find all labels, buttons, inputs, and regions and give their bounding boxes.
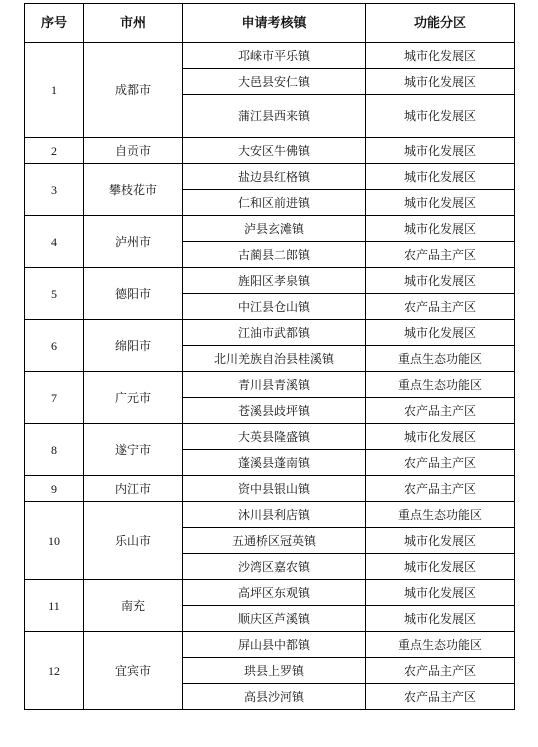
- function-zone-cell: 农产品主产区: [366, 398, 515, 424]
- town-cell: 高坪区东观镇: [183, 580, 366, 606]
- serial-number-cell: 8: [25, 424, 84, 476]
- town-cell: 资中县银山镇: [183, 476, 366, 502]
- town-cell: 中江县仓山镇: [183, 294, 366, 320]
- town-assessment-table: [24, 3, 515, 710]
- function-zone-cell: 农产品主产区: [366, 242, 515, 268]
- city-cell: 德阳市: [84, 268, 183, 320]
- table-row: [25, 164, 515, 190]
- town-cell: 北川羌族自治县桂溪镇: [183, 346, 366, 372]
- function-zone-cell: 重点生态功能区: [366, 372, 515, 398]
- table-row: [25, 580, 515, 606]
- function-zone-cell: 重点生态功能区: [366, 632, 515, 658]
- serial-number-cell: 12: [25, 632, 84, 710]
- serial-number-cell: 6: [25, 320, 84, 372]
- serial-number-cell: 11: [25, 580, 84, 632]
- header-serial-number: 序号: [25, 4, 84, 43]
- town-cell: 沐川县利店镇: [183, 502, 366, 528]
- function-zone-cell: 城市化发展区: [366, 138, 515, 164]
- town-cell: 古蔺县二郎镇: [183, 242, 366, 268]
- function-zone-cell: 农产品主产区: [366, 450, 515, 476]
- header-city: 市州: [84, 4, 183, 43]
- table-row: [25, 372, 515, 398]
- serial-number-cell: 9: [25, 476, 84, 502]
- town-cell: 大英县隆盛镇: [183, 424, 366, 450]
- town-cell: 盐边县红格镇: [183, 164, 366, 190]
- function-zone-cell: 城市化发展区: [366, 164, 515, 190]
- city-cell: 攀枝花市: [84, 164, 183, 216]
- table-row: [25, 268, 515, 294]
- function-zone-cell: 城市化发展区: [366, 69, 515, 95]
- city-cell: 泸州市: [84, 216, 183, 268]
- function-zone-cell: 城市化发展区: [366, 424, 515, 450]
- table-header-row: [25, 4, 515, 43]
- function-zone-cell: 农产品主产区: [366, 684, 515, 710]
- city-cell: 内江市: [84, 476, 183, 502]
- town-cell: 顺庆区芦溪镇: [183, 606, 366, 632]
- table-row: [25, 632, 515, 658]
- function-zone-cell: 城市化发展区: [366, 268, 515, 294]
- table-row: [25, 502, 515, 528]
- table-row: [25, 476, 515, 502]
- town-cell: 泸县玄滩镇: [183, 216, 366, 242]
- serial-number-cell: 1: [25, 43, 84, 138]
- city-cell: 成都市: [84, 43, 183, 138]
- function-zone-cell: 城市化发展区: [366, 606, 515, 632]
- town-cell: 大安区牛佛镇: [183, 138, 366, 164]
- town-cell: 苍溪县歧坪镇: [183, 398, 366, 424]
- function-zone-cell: 城市化发展区: [366, 580, 515, 606]
- town-cell: 蓬溪县蓬南镇: [183, 450, 366, 476]
- city-cell: 绵阳市: [84, 320, 183, 372]
- function-zone-cell: 城市化发展区: [366, 216, 515, 242]
- serial-number-cell: 3: [25, 164, 84, 216]
- function-zone-cell: 农产品主产区: [366, 294, 515, 320]
- table-body: [25, 43, 515, 710]
- city-cell: 自贡市: [84, 138, 183, 164]
- city-cell: 广元市: [84, 372, 183, 424]
- function-zone-cell: 城市化发展区: [366, 554, 515, 580]
- function-zone-cell: 城市化发展区: [366, 528, 515, 554]
- table-row: [25, 320, 515, 346]
- table-row: [25, 424, 515, 450]
- serial-number-cell: 10: [25, 502, 84, 580]
- function-zone-cell: 农产品主产区: [366, 658, 515, 684]
- town-cell: 青川县青溪镇: [183, 372, 366, 398]
- header-function-zone: 功能分区: [366, 4, 515, 43]
- town-cell: 五通桥区冠英镇: [183, 528, 366, 554]
- town-table-container: [24, 3, 515, 710]
- function-zone-cell: 城市化发展区: [366, 320, 515, 346]
- town-cell: 沙湾区嘉农镇: [183, 554, 366, 580]
- header-town: 申请考核镇: [183, 4, 366, 43]
- function-zone-cell: 农产品主产区: [366, 476, 515, 502]
- city-cell: 乐山市: [84, 502, 183, 580]
- serial-number-cell: 5: [25, 268, 84, 320]
- town-cell: 屏山县中都镇: [183, 632, 366, 658]
- town-cell: 江油市武都镇: [183, 320, 366, 346]
- serial-number-cell: 2: [25, 138, 84, 164]
- city-cell: 南充: [84, 580, 183, 632]
- table-row: [25, 216, 515, 242]
- function-zone-cell: 城市化发展区: [366, 95, 515, 138]
- table-row: [25, 43, 515, 69]
- town-cell: 珙县上罗镇: [183, 658, 366, 684]
- serial-number-cell: 7: [25, 372, 84, 424]
- town-cell: 仁和区前进镇: [183, 190, 366, 216]
- function-zone-cell: 重点生态功能区: [366, 346, 515, 372]
- table-row: [25, 138, 515, 164]
- town-cell: 高县沙河镇: [183, 684, 366, 710]
- serial-number-cell: 4: [25, 216, 84, 268]
- function-zone-cell: 重点生态功能区: [366, 502, 515, 528]
- town-cell: 旌阳区孝泉镇: [183, 268, 366, 294]
- function-zone-cell: 城市化发展区: [366, 43, 515, 69]
- town-cell: 大邑县安仁镇: [183, 69, 366, 95]
- function-zone-cell: 城市化发展区: [366, 190, 515, 216]
- town-cell: 邛崃市平乐镇: [183, 43, 366, 69]
- town-cell: 蒲江县西来镇: [183, 95, 366, 138]
- city-cell: 遂宁市: [84, 424, 183, 476]
- city-cell: 宜宾市: [84, 632, 183, 710]
